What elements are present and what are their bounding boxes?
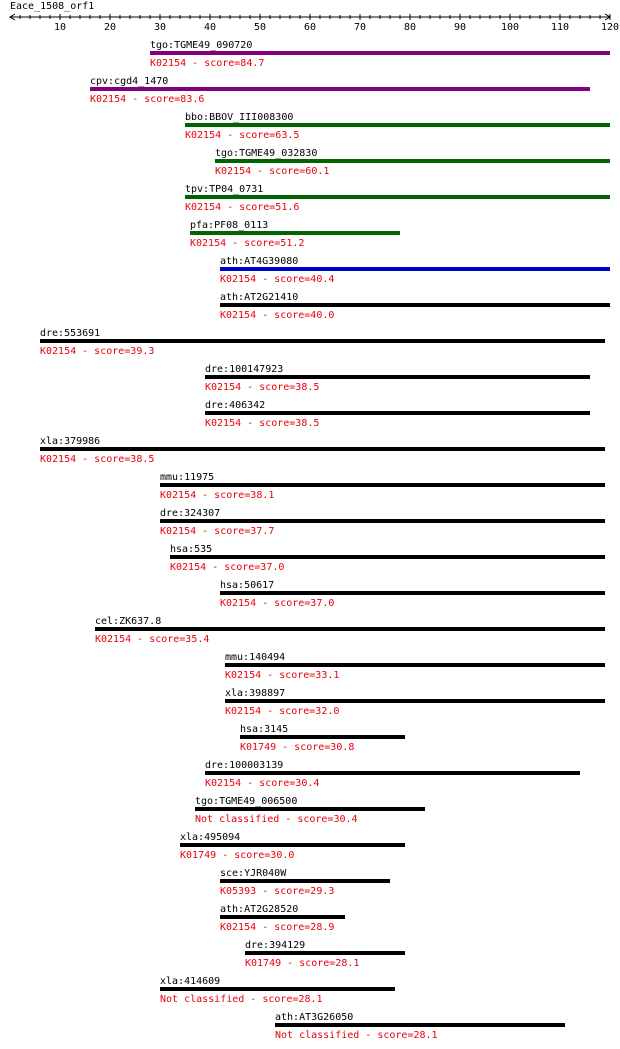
tick-label: 30	[153, 22, 167, 33]
hit-row[interactable]	[205, 760, 580, 789]
hit-score: K02154 - score=38.5	[205, 382, 320, 393]
hit-name[interactable]: ath:AT2G21410	[220, 292, 299, 303]
hit-score: K02154 - score=51.6	[185, 202, 300, 213]
hit-bar[interactable]	[170, 555, 605, 559]
hit-row[interactable]	[190, 220, 400, 249]
hit-name[interactable]: hsa:3145	[240, 724, 289, 735]
hit-row[interactable]	[220, 580, 605, 609]
hit-score: Not classified - score=28.1	[160, 994, 323, 1005]
hit-score: K02154 - score=35.4	[95, 634, 210, 645]
hit-name[interactable]: tgo:TGME49_090720	[150, 40, 253, 51]
hit-bar[interactable]	[225, 699, 605, 703]
hit-score: Not classified - score=28.1	[275, 1030, 438, 1041]
hit-name[interactable]: dre:324307	[160, 508, 221, 519]
hit-bar[interactable]	[160, 519, 605, 523]
hit-score: K02154 - score=39.3	[40, 346, 155, 357]
hit-bar[interactable]	[185, 123, 610, 127]
hit-row[interactable]	[220, 292, 610, 321]
hit-row[interactable]	[160, 472, 605, 501]
hit-name[interactable]: hsa:535	[170, 544, 213, 555]
hit-row[interactable]	[225, 688, 605, 717]
hit-score: K02154 - score=37.0	[170, 562, 285, 573]
tick-label: 50	[253, 22, 267, 33]
hit-score: K02154 - score=38.5	[40, 454, 155, 465]
hit-name[interactable]: sce:YJR040W	[220, 868, 287, 879]
hit-row[interactable]	[185, 184, 610, 213]
hit-name[interactable]: ath:AT3G26050	[275, 1012, 354, 1023]
hit-bar[interactable]	[205, 411, 590, 415]
tick-label: 90	[453, 22, 467, 33]
hit-score: K01749 - score=30.0	[180, 850, 295, 861]
hit-name[interactable]: xla:495094	[180, 832, 241, 843]
hit-name[interactable]: cel:ZK637.8	[95, 616, 162, 627]
hit-bar[interactable]	[195, 807, 425, 811]
hit-name[interactable]: cpv:cgd4_1470	[90, 76, 169, 87]
hit-bar[interactable]	[40, 447, 605, 451]
hit-score: K02154 - score=60.1	[215, 166, 330, 177]
hit-bar[interactable]	[190, 231, 400, 235]
hit-score: Not classified - score=30.4	[195, 814, 358, 825]
hit-name[interactable]: hsa:50617	[220, 580, 275, 591]
hit-row[interactable]	[205, 400, 590, 429]
hit-score: K02154 - score=28.9	[220, 922, 335, 933]
hit-score: K02154 - score=37.7	[160, 526, 275, 537]
hit-bar[interactable]	[180, 843, 405, 847]
hit-bar[interactable]	[160, 987, 395, 991]
hit-list	[40, 40, 610, 1041]
hit-name[interactable]: dre:553691	[40, 328, 101, 339]
hit-score: K02154 - score=38.5	[205, 418, 320, 429]
hit-row[interactable]	[160, 508, 605, 537]
hit-bar[interactable]	[40, 339, 605, 343]
hit-score: K02154 - score=40.0	[220, 310, 335, 321]
hit-row[interactable]	[215, 148, 610, 177]
hit-name[interactable]: ath:AT2G28520	[220, 904, 299, 915]
hit-name[interactable]: mmu:140494	[225, 652, 286, 663]
hit-name[interactable]: xla:379986	[40, 436, 101, 447]
hit-bar[interactable]	[240, 735, 405, 739]
hit-name[interactable]: pfa:PF08_0113	[190, 220, 269, 231]
position-ruler	[10, 1, 619, 33]
hit-score: K02154 - score=37.0	[220, 598, 335, 609]
hit-row[interactable]	[245, 940, 405, 969]
hit-bar[interactable]	[220, 591, 605, 595]
hit-row[interactable]	[40, 436, 605, 465]
hit-bar[interactable]	[205, 771, 580, 775]
hit-row[interactable]	[225, 652, 605, 681]
tick-label: 70	[353, 22, 367, 33]
hit-bar[interactable]	[245, 951, 405, 955]
hit-row[interactable]	[150, 40, 610, 69]
hit-bar[interactable]	[205, 375, 590, 379]
hit-score: K02154 - score=40.4	[220, 274, 335, 285]
tick-label: 40	[203, 22, 217, 33]
hit-score: K01749 - score=28.1	[245, 958, 360, 969]
hit-bar[interactable]	[90, 87, 590, 91]
hit-bar[interactable]	[220, 267, 610, 271]
tick-label: 80	[403, 22, 417, 33]
hit-name[interactable]: xla:414609	[160, 976, 221, 987]
hit-name[interactable]: dre:394129	[245, 940, 306, 951]
hit-name[interactable]: tpv:TP04_0731	[185, 184, 264, 195]
hit-name[interactable]: mmu:11975	[160, 472, 215, 483]
hit-score: K02154 - score=84.7	[150, 58, 265, 69]
hit-row[interactable]	[220, 256, 610, 285]
hit-score: K02154 - score=63.5	[185, 130, 300, 141]
hit-score: K01749 - score=30.8	[240, 742, 355, 753]
tick-label: 20	[103, 22, 117, 33]
tick-label: 60	[303, 22, 317, 33]
hit-row[interactable]	[180, 832, 405, 861]
hit-bar[interactable]	[220, 303, 610, 307]
hit-row[interactable]	[240, 724, 405, 753]
hit-bar[interactable]	[215, 159, 610, 163]
hit-row[interactable]	[220, 904, 345, 933]
hit-bar[interactable]	[185, 195, 610, 199]
hit-name[interactable]: dre:100147923	[205, 364, 284, 375]
hit-score: K02154 - score=38.1	[160, 490, 275, 501]
hit-row[interactable]	[90, 76, 590, 105]
tick-label: 120	[600, 22, 620, 33]
hit-bar[interactable]	[150, 51, 610, 55]
hit-bar[interactable]	[160, 483, 605, 487]
tick-label: 10	[53, 22, 67, 33]
hit-bar[interactable]	[275, 1023, 565, 1027]
hit-row[interactable]	[40, 328, 605, 357]
hit-score: K02154 - score=33.1	[225, 670, 340, 681]
hit-score: K02154 - score=30.4	[205, 778, 320, 789]
hit-score: K02154 - score=83.6	[90, 94, 205, 105]
hit-score: K05393 - score=29.3	[220, 886, 335, 897]
query-name: Eace_1508_orf1	[10, 1, 95, 12]
hit-name[interactable]: tgo:TGME49_032830	[215, 148, 318, 159]
hit-row[interactable]	[185, 112, 610, 141]
hit-row[interactable]	[220, 868, 390, 897]
tick-label: 100	[500, 22, 520, 33]
hit-row[interactable]	[205, 364, 590, 393]
hit-row[interactable]	[195, 796, 425, 825]
tick-label: 110	[550, 22, 570, 33]
hit-bar[interactable]	[220, 879, 390, 883]
hit-score: K02154 - score=32.0	[225, 706, 340, 717]
hit-name[interactable]: ath:AT4G39080	[220, 256, 299, 267]
hit-bar[interactable]	[225, 663, 605, 667]
hit-name[interactable]: bbo:BBOV_III008300	[185, 112, 294, 123]
hit-bar[interactable]	[220, 915, 345, 919]
hit-name[interactable]: xla:398897	[225, 688, 286, 699]
hit-score: K02154 - score=51.2	[190, 238, 305, 249]
hit-row[interactable]	[160, 976, 395, 1005]
hit-row[interactable]	[275, 1012, 565, 1041]
hit-bar[interactable]	[95, 627, 605, 631]
hit-name[interactable]: dre:100003139	[205, 760, 284, 771]
hit-name[interactable]: tgo:TGME49_006500	[195, 796, 298, 807]
hit-row[interactable]	[170, 544, 605, 573]
hit-name[interactable]: dre:406342	[205, 400, 266, 411]
hit-row[interactable]	[95, 616, 605, 645]
